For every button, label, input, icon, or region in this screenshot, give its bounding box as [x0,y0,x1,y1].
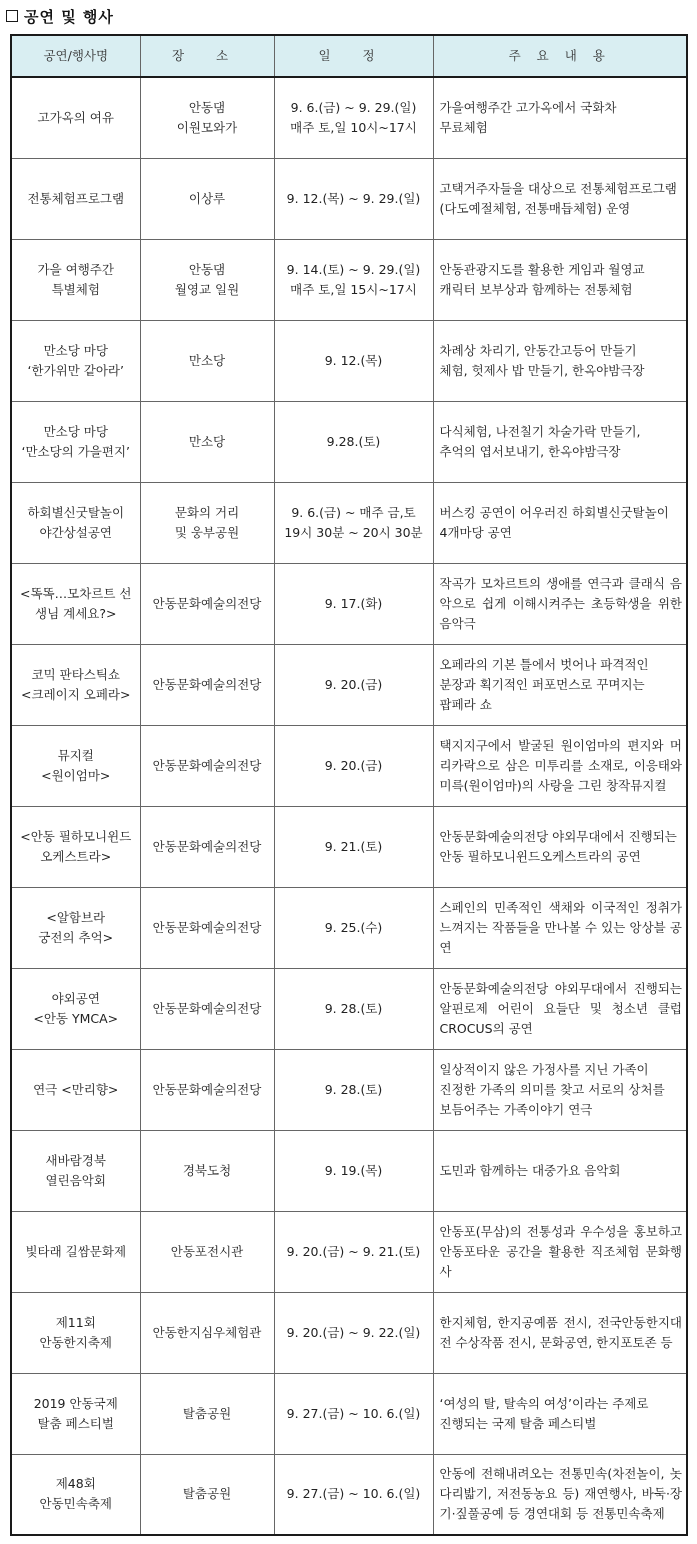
content-cell: 일상적이지 않은 가정사를 지닌 가족이 진정한 가족의 의미를 찾고 서로의 상처를 보듬어주는 가족이야기 연극 [433,1049,687,1130]
table-row [11,887,687,968]
table-row [11,1292,687,1373]
content-cell: 안동문화예술의전당 야외무대에서 진행되는 안동 필하모니윈드오케스트라의 공연 [433,806,687,887]
event-name-cell: <알함브라 궁전의 추억> [11,887,140,968]
content-cell: 차례상 차리기, 안동간고등어 만들기 체험, 헛제사 밥 만들기, 한옥야밤극장 [433,320,687,401]
content-cell: 다식체험, 나전칠기 차술가락 만들기, 추억의 엽서보내기, 한옥야밤극장 [433,401,687,482]
place-cell: 안동문화예술의전당 [140,1049,274,1130]
place-cell: 안동문화예술의전당 [140,887,274,968]
event-name-cell: 야외공연 <안동 YMCA> [11,968,140,1049]
event-name-cell: <안동 필하모니윈드 오케스트라> [11,806,140,887]
schedule-cell: 9. 17.(화) [274,563,433,644]
content-cell: 안동에 전해내려오는 전통민속(차전놀이, 놋다리밟기, 저전동농요 등) 재연행사, 바둑·장기·짚풀공예 등 경연대회 등 전통민속축제 [433,1454,687,1535]
table-header-row [11,35,687,77]
schedule-cell: 9. 20.(금) [274,644,433,725]
header-schedule: 일 정 [274,35,433,77]
content-cell: 고택거주자들을 대상으로 전통체험프로그램 (다도예절체험, 전통매듭체험) 운영 [433,158,687,239]
header-event-name: 공연/행사명 [11,35,140,77]
content-cell: 가을여행주간 고가옥에서 국화차 무료체험 [433,77,687,158]
table-row [11,1373,687,1454]
content-cell: 오페라의 기본 틀에서 벗어나 파격적인 분장과 획기적인 퍼포먼스로 꾸며지는 팝페라 쇼 [433,644,687,725]
table-row [11,320,687,401]
event-name-cell: 새바람경북 열린음악회 [11,1130,140,1211]
place-cell: 안동한지심우체험관 [140,1292,274,1373]
event-name-cell: 빛타래 길쌈문화제 [11,1211,140,1292]
place-cell: 탈춤공원 [140,1373,274,1454]
content-cell: ‘여성의 탈, 탈속의 여성’이라는 주제로 진행되는 국제 탈춤 페스티벌 [433,1373,687,1454]
schedule-cell: 9. 20.(금) ~ 9. 21.(토) [274,1211,433,1292]
place-cell: 안동포전시관 [140,1211,274,1292]
place-cell: 경북도청 [140,1130,274,1211]
schedule-cell: 9.28.(토) [274,401,433,482]
table-row [11,806,687,887]
content-cell: 버스킹 공연이 어우러진 하회별신굿탈놀이 4개마당 공연 [433,482,687,563]
content-cell: 도민과 함께하는 대중가요 음악회 [433,1130,687,1211]
table-row [11,725,687,806]
section-header [6,4,114,28]
section-title: 공연 및 행사 [24,7,114,26]
table-row [11,644,687,725]
place-cell: 만소당 [140,320,274,401]
event-name-cell: 뮤지컬 <원이엄마> [11,725,140,806]
table-row [11,77,687,158]
event-name-cell: 연극 <만리향> [11,1049,140,1130]
table-body [11,77,687,1535]
table-row [11,1049,687,1130]
place-cell: 안동문화예술의전당 [140,725,274,806]
place-cell: 안동문화예술의전당 [140,968,274,1049]
table-row [11,1454,687,1535]
event-name-cell: 만소당 마당 ‘한가위만 같아라’ [11,320,140,401]
event-name-cell: 제11회 안동한지축제 [11,1292,140,1373]
event-name-cell: <똑똑…모차르트 선 생님 계세요?> [11,563,140,644]
table-row [11,158,687,239]
table-row [11,401,687,482]
place-cell: 이상루 [140,158,274,239]
place-cell: 문화의 거리 및 웅부공원 [140,482,274,563]
event-name-cell: 가을 여행주간 특별체험 [11,239,140,320]
content-cell: 택지지구에서 발굴된 원이엄마의 편지와 머리카락으로 삼은 미투리를 소재로, 이응태와 미륵(원이엄마)의 사랑을 그린 창작뮤지컬 [433,725,687,806]
place-cell: 만소당 [140,401,274,482]
schedule-cell: 9. 27.(금) ~ 10. 6.(일) [274,1373,433,1454]
table-row [11,1211,687,1292]
place-cell: 안동문화예술의전당 [140,563,274,644]
event-name-cell: 고가옥의 여유 [11,77,140,158]
header-place: 장 소 [140,35,274,77]
content-cell: 한지체험, 한지공예품 전시, 전국안동한지대전 수상작품 전시, 문화공연, 한지포토존 등 [433,1292,687,1373]
event-name-cell: 제48회 안동민속축제 [11,1454,140,1535]
place-cell: 안동댐 이원모와가 [140,77,274,158]
header-content: 주 요 내 용 [433,35,687,77]
schedule-cell: 9. 27.(금) ~ 10. 6.(일) [274,1454,433,1535]
table-row [11,1130,687,1211]
schedule-cell: 9. 6.(금) ~ 매주 금,토 19시 30분 ~ 20시 30분 [274,482,433,563]
schedule-cell: 9. 20.(금) [274,725,433,806]
schedule-cell: 9. 20.(금) ~ 9. 22.(일) [274,1292,433,1373]
place-cell: 안동댐 월영교 일원 [140,239,274,320]
schedule-cell: 9. 25.(수) [274,887,433,968]
schedule-cell: 9. 12.(목) [274,320,433,401]
table-row [11,239,687,320]
table-row [11,968,687,1049]
events-table [10,34,688,1536]
event-name-cell: 전통체험프로그램 [11,158,140,239]
schedule-cell: 9. 14.(토) ~ 9. 29.(일) 매주 토,일 15시~17시 [274,239,433,320]
event-name-cell: 코믹 판타스틱쇼 <크레이지 오페라> [11,644,140,725]
schedule-cell: 9. 6.(금) ~ 9. 29.(일) 매주 토,일 10시~17시 [274,77,433,158]
place-cell: 탈춤공원 [140,1454,274,1535]
event-name-cell: 하회별신굿탈놀이 야간상설공연 [11,482,140,563]
content-cell: 안동포(무삼)의 전통성과 우수성을 홍보하고 안동포타운 공간을 활용한 직조체험 문화행사 [433,1211,687,1292]
schedule-cell: 9. 28.(토) [274,968,433,1049]
event-name-cell: 만소당 마당 ‘만소당의 가을편지’ [11,401,140,482]
content-cell: 안동관광지도를 활용한 게임과 월영교 캐릭터 보부상과 함께하는 전통체험 [433,239,687,320]
place-cell: 안동문화예술의전당 [140,644,274,725]
event-name-cell: 2019 안동국제 탈춤 페스티벌 [11,1373,140,1454]
content-cell: 스페인의 민족적인 색채와 이국적인 정취가 느껴지는 작품들을 만나볼 수 있는 앙상블 공연 [433,887,687,968]
square-bullet-icon [6,10,18,22]
table-row [11,563,687,644]
place-cell: 안동문화예술의전당 [140,806,274,887]
schedule-cell: 9. 21.(토) [274,806,433,887]
content-cell: 작곡가 모차르트의 생애를 연극과 클래식 음악으로 쉽게 이해시켜주는 초등학생을 위한 음악극 [433,563,687,644]
table-row [11,482,687,563]
schedule-cell: 9. 12.(목) ~ 9. 29.(일) [274,158,433,239]
content-cell: 안동문화예술의전당 야외무대에서 진행되는 알핀로제 어린이 요들단 및 청소년 클럽 CROCUS의 공연 [433,968,687,1049]
schedule-cell: 9. 19.(목) [274,1130,433,1211]
schedule-cell: 9. 28.(토) [274,1049,433,1130]
